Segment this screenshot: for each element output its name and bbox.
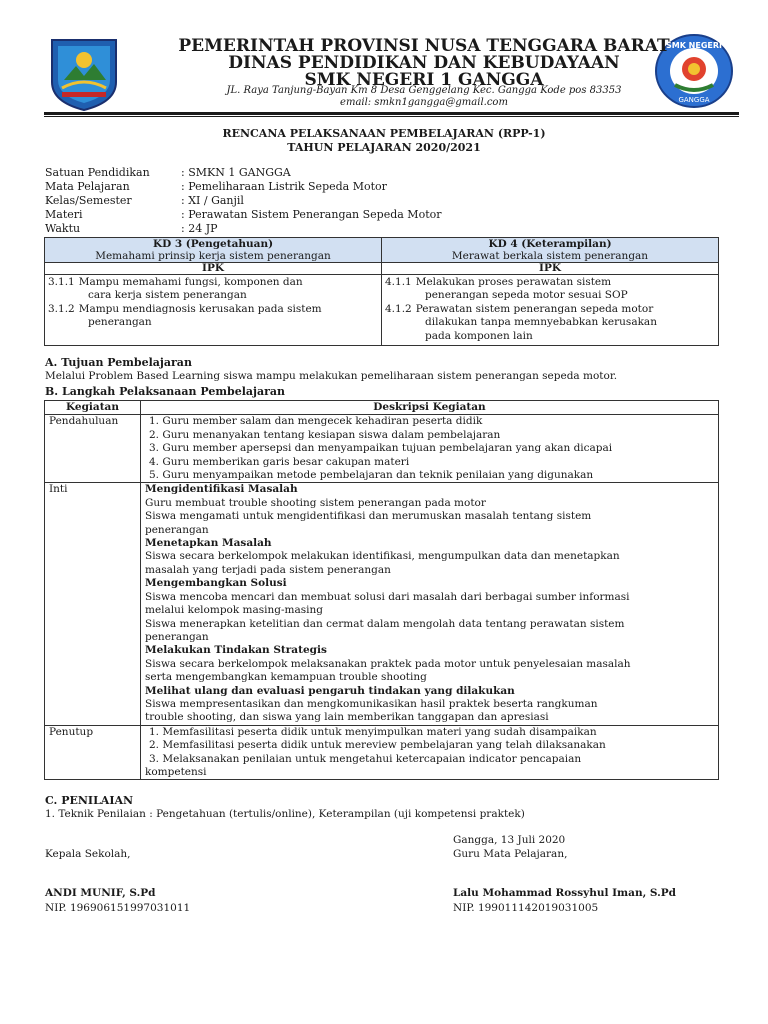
kop-address: JL. Raya Tanjung-Bayan Km 8 Desa Genggelang Kec. Gangga Kode pos 83353 (226, 85, 622, 96)
right-signer-role: Guru Mata Pelajaran, (453, 848, 568, 860)
activities-col-deskripsi: Deskripsi Kegiatan (141, 401, 719, 415)
section-a-text: Melalui Problem Based Learning siswa mampu melakukan pemeliharaan sistem penerangan sepeda motor. (45, 370, 618, 382)
document-subtitle: TAHUN PELAJARAN 2020/2021 (287, 141, 481, 154)
list-item: 1. Guru member salam dan mengecek kehadiran peserta didik (149, 415, 483, 428)
step-text: penerangan (145, 523, 209, 536)
identity-label: Satuan Pendidikan (45, 166, 150, 179)
identity-label: Waktu (45, 222, 81, 235)
ipk-item: 4.1.2 Perawatan sistem penerangan sepeda motor (385, 302, 654, 315)
kd3-description: Memahami prinsip kerja sistem penerangan (95, 250, 331, 262)
step-text: masalah yang terjadi pada sistem penerangan (145, 563, 391, 576)
list-item: 3. Guru member apersepsi dan menyampaikan tujuan pembelajaran yang akan dicapai (149, 442, 613, 455)
step-text: Guru membuat trouble shooting sistem penerangan pada motor (145, 496, 486, 509)
section-a-heading: A. Tujuan Pembelajaran (45, 356, 192, 369)
step-heading: Melihat ulang dan evaluasi pengaruh tindakan yang dilakukan (145, 684, 515, 697)
kop-line-2: DINAS PENDIDIKAN DAN KEBUDAYAAN (228, 53, 620, 73)
activities-col-kegiatan: Kegiatan (45, 401, 141, 415)
ipk-item-continuation: pada komponen lain (425, 329, 533, 342)
step-heading: Mengidentifikasi Masalah (145, 483, 298, 496)
kop-line-3: SMK NEGERI 1 GANGGA (304, 70, 544, 90)
activity-label: Inti (45, 483, 141, 725)
activity-description (141, 483, 719, 725)
identity-value: : Pemeliharaan Listrik Sepeda Motor (181, 180, 387, 193)
step-heading: Mengembangkan Solusi (145, 577, 287, 590)
kd3-title: KD 3 (Pengetahuan) (152, 238, 274, 250)
kop-divider (44, 112, 739, 115)
identity-value: : XI / Ganjil (181, 194, 244, 207)
identity-label: Materi (45, 208, 83, 221)
section-b-heading: B. Langkah Pelaksanaan Pembelajaran (45, 385, 286, 398)
table-row (45, 725, 719, 780)
activity-label: Penutup (45, 725, 141, 780)
ipk4-header: IPK (382, 263, 719, 275)
left-signer-nip: NIP. 196906151997031011 (45, 902, 191, 914)
kd3-header (45, 238, 382, 263)
section-c-heading: C. PENILAIAN (45, 794, 134, 807)
left-signer-name: ANDI MUNIF, S.Pd (45, 887, 156, 899)
kd4-title: KD 4 (Keterampilan) (488, 238, 612, 250)
identity-value: : 24 JP (181, 222, 218, 235)
right-signer-name: Lalu Mohammad Rossyhul Iman, S.Pd (453, 887, 676, 899)
step-text: Siswa mencoba mencari dan membuat solusi dari masalah dari berbagai sumber informasi (145, 590, 630, 603)
ipk-item-continuation: dilakukan tanpa memnyebabkan kerusakan (425, 316, 657, 329)
identity-value: : Perawatan Sistem Penerangan Sepeda Motor (181, 208, 442, 221)
ipk-item: 3.1.2 Mampu mendiagnosis kerusakan pada sistem (48, 302, 322, 315)
kop-divider-thin (44, 116, 739, 117)
list-item: 2. Guru menanyakan tentang kesiapan siswa dalam pembelajaran (149, 428, 501, 441)
step-text: penerangan (145, 630, 209, 643)
step-text: Siswa mempresentasikan dan mengkomunikasikan hasil praktek beserta rangkuman (145, 697, 598, 710)
ipk-item-continuation: cara kerja sistem penerangan (88, 289, 247, 302)
list-item: 2. Memfasilitasi peserta didik untuk mereview pembelajaran yang telah dilaksanakan (149, 739, 606, 752)
ipk-item: 4.1.1 Melakukan proses perawatan sistem (385, 276, 612, 288)
ipk4-cell (382, 275, 719, 346)
step-text: Siswa menerapkan ketelitian dan cermat dalam mengolah data tentang perawatan sistem (145, 617, 625, 630)
step-text: melalui kelompok masing-masing (145, 604, 324, 617)
ipk-item-continuation: penerangan (88, 316, 152, 329)
activity-description (141, 725, 719, 780)
list-item: 4. Guru memberikan garis besar cakupan materi (149, 455, 410, 468)
step-text: serta mengembangkan kemampuan trouble shooting (145, 671, 427, 684)
table-row (45, 415, 719, 483)
activity-label: Pendahuluan (45, 415, 141, 483)
step-heading: Menetapkan Masalah (145, 537, 272, 550)
list-item: 3. Melaksanakan penilaian untuk mengetahui ketercapaian indicator pencapaian (149, 752, 582, 765)
activity-description (141, 415, 719, 483)
list-item: 5. Guru menyampaikan metode pembelajaran dan teknik penilaian yang digunakan (149, 469, 594, 482)
step-text: Siswa secara berkelompok melaksanakan praktek pada motor untuk penyelesaian masalah (145, 657, 631, 670)
place-date: Gangga, 13 Juli 2020 (453, 834, 566, 846)
kd4-header (382, 238, 719, 263)
identity-value: : SMKN 1 GANGGA (181, 166, 291, 179)
smk-logo-bottom-text: GANGGA (678, 96, 710, 104)
smk-logo-top-text: SMK NEGERI (665, 41, 723, 50)
ipk3-header: IPK (45, 263, 382, 275)
identity-label: Kelas/Semester (45, 194, 132, 207)
ipk-item: 3.1.1 Mampu memahami fungsi, komponen dan (48, 276, 303, 288)
identity-label: Mata Pelajaran (45, 180, 130, 193)
section-c-text: 1. Teknik Penilaian : Pengetahuan (tertulis/online), Keterampilan (uji kompetensi praktek) (45, 808, 525, 820)
table-row (45, 483, 719, 725)
kop-line-1: PEMERINTAH PROVINSI NUSA TENGGARA BARAT (178, 36, 670, 56)
ipk-item-continuation: penerangan sepeda motor sesuai SOP (425, 289, 628, 302)
activities-table (44, 400, 719, 780)
list-item: 1. Memfasilitasi peserta didik untuk menyimpulkan materi yang sudah disampaikan (149, 725, 597, 738)
kop-email: email: smkn1gangga@gmail.com (340, 97, 508, 108)
kd4-description: Merawat berkala sistem penerangan (451, 250, 649, 262)
right-signer-nip: NIP. 199011142019031005 (453, 902, 599, 914)
ipk3-cell (45, 275, 382, 346)
list-item-continuation: kompetensi (145, 765, 207, 778)
step-text: Siswa secara berkelompok melakukan identifikasi, mengumpulkan data dan menetapkan (145, 550, 620, 563)
step-heading: Melakukan Tindakan Strategis (145, 644, 327, 657)
kd-table (44, 237, 719, 346)
step-text: Siswa mengamati untuk mengidentifikasi dan merumuskan masalah tentang sistem (145, 510, 592, 523)
step-text: trouble shooting, dan siswa yang lain memberikan tanggapan dan apresiasi (145, 711, 549, 724)
document-title: RENCANA PELAKSANAAN PEMBELAJARAN (RPP-1) (222, 127, 546, 140)
left-signer-role: Kepala Sekolah, (45, 848, 131, 860)
